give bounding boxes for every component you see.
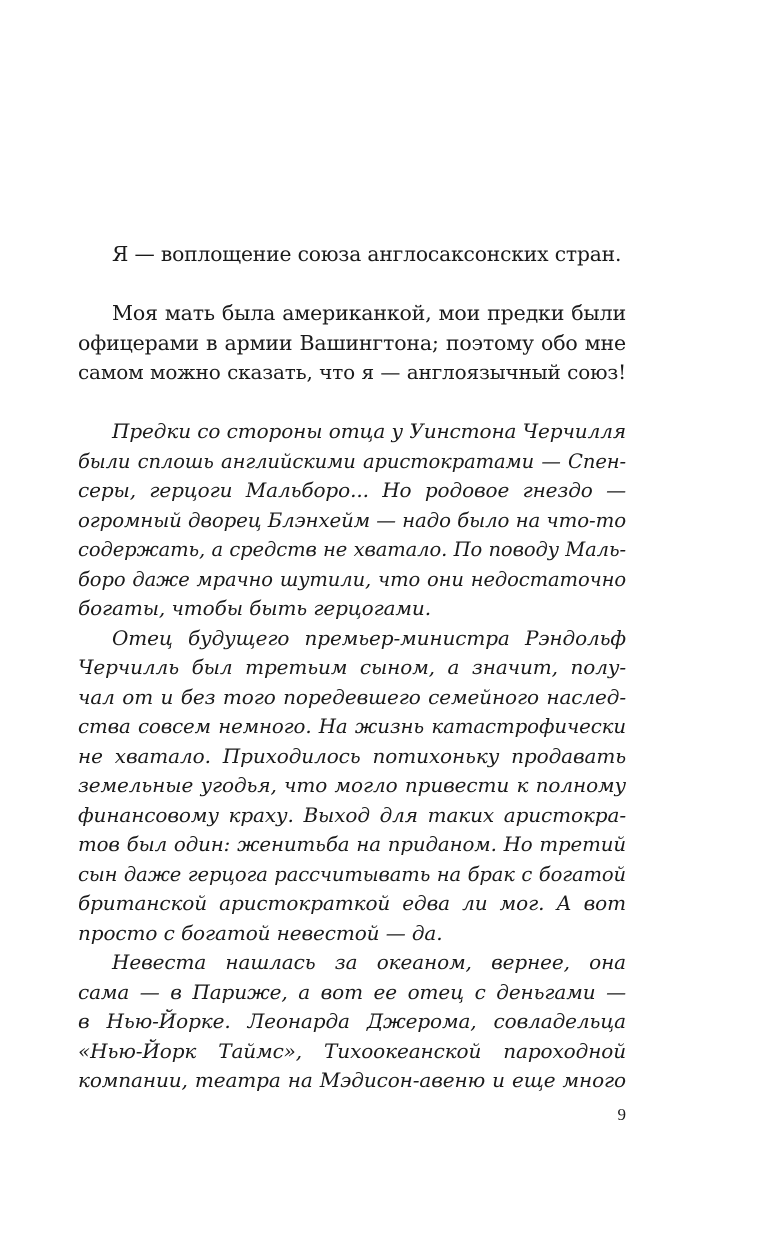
- text-line: содержать, а средств не хватало. По поводу Маль-: [78, 538, 626, 561]
- text-line: сын даже герцога рассчитывать на брак с богатой: [78, 862, 626, 886]
- paragraph: [78, 624, 626, 949]
- text-line: Невеста нашлась за океаном, вернее, она: [112, 950, 626, 974]
- text-line: в Нью-Йорке. Леонарда Джерома, совладельца: [78, 1009, 626, 1033]
- text-line: были сплошь английскими аристократами — Спен-: [78, 449, 626, 473]
- text-line: Предки со стороны отца у Уинстона Черчилля: [112, 419, 626, 443]
- text-line: богаты, чтобы быть герцогами.: [78, 596, 431, 620]
- spacer: [78, 270, 626, 300]
- epigraph: [78, 240, 626, 388]
- text-line: просто с богатой невестой — да.: [78, 920, 443, 945]
- epigraph-line: Моя мать была американкой, мои предки были: [112, 301, 626, 325]
- page-content: [78, 240, 626, 1096]
- text-line: огромный дворец Блэнхейм — надо было на что-то: [78, 508, 626, 532]
- text-line: чал от и без того поредевшего семейного наслед-: [78, 684, 626, 709]
- text-line: ства совсем немного. На жизнь катастрофически: [78, 715, 626, 738]
- text-line: финансовому краху. Выход для таких аристокра-: [78, 802, 626, 827]
- text-line: тов был один: женитьба на приданом. Но третий: [78, 833, 626, 856]
- epigraph-line: самом можно сказать, что я — англоязычный союз!: [78, 360, 626, 384]
- text-line: боро даже мрачно шутили, что они недостаточно: [78, 567, 626, 591]
- text-line: сама — в Париже, а вот ее отец с деньгами —: [78, 979, 626, 1004]
- text-line: компании, театра на Мэдисон-авеню и еще много: [78, 1068, 626, 1092]
- text-line: не хватало. Приходилось потихоньку продавать: [78, 743, 626, 768]
- epigraph-line: офицерами в армии Вашингтона; поэтому обо мне: [78, 330, 626, 355]
- paragraph: [78, 948, 626, 1096]
- text-line: серы, герцоги Мальборо... Но родовое гнездо —: [78, 478, 626, 502]
- spacer: [78, 388, 626, 418]
- page-number: 9: [617, 1105, 626, 1124]
- text-line: Черчилль был третьим сыном, а значит, полу-: [78, 655, 626, 679]
- text-line: «Нью-Йорк Таймс», Тихоокеанской пароходной: [78, 1038, 626, 1063]
- epigraph-line: Я — воплощение союза англосаксонских стран.: [112, 242, 622, 266]
- paragraph: [78, 417, 626, 624]
- text-line: британской аристократкой едва ли мог. А вот: [78, 891, 626, 915]
- text-line: земельные угодья, что могло привести к полному: [78, 773, 626, 797]
- body-text: [78, 417, 626, 1096]
- text-line: Отец будущего премьер-министра Рэндольф: [112, 625, 626, 650]
